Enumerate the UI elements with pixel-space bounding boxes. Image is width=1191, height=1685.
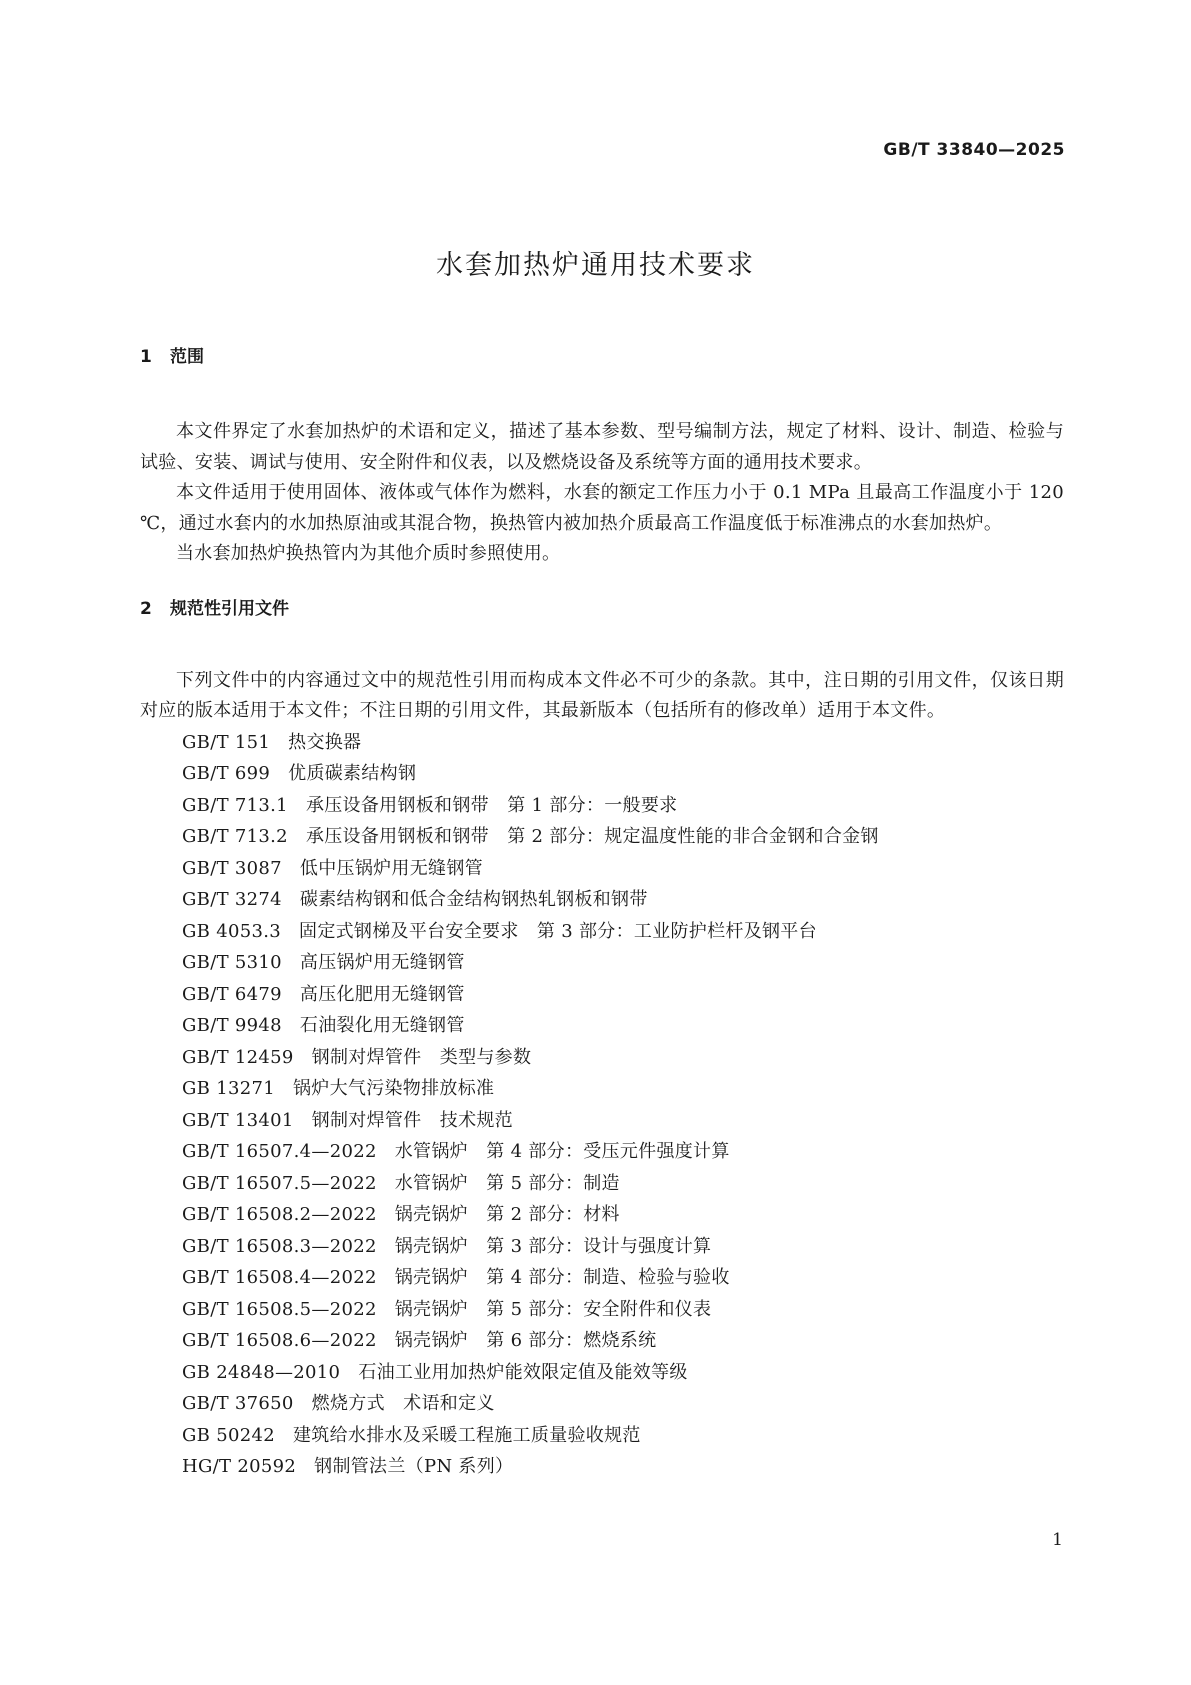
reference-title: 热交换器 [288,731,362,753]
reference-title: 承压设备用钢板和钢带 第 2 部分：规定温度性能的非合金钢和合金钢 [305,826,879,847]
reference-title: 高压化肥用无缝钢管 [299,983,465,1005]
reference-item [140,1262,1064,1294]
reference-code: HG/T 20592 [182,1456,297,1477]
reference-title: 低中压锅炉用无缝钢管 [299,857,483,879]
document-title: 水套加热炉通用技术要求 [436,250,755,281]
reference-item [140,1042,1064,1074]
reference-item [140,947,1064,979]
reference-item [140,1010,1064,1042]
reference-item [140,1231,1064,1263]
reference-code: GB/T 16508.3—2022 [182,1235,377,1257]
reference-item [140,1451,1064,1483]
reference-title: 钢制管法兰（PN 系列） [314,1456,514,1477]
references-intro-paragraph: 下列文件中的内容通过文中的规范性引用而构成本文件必不可少的条款。其中，注日期的引用文件，仅该日期对应的版本适用于本文件；不注日期的引用文件，其最新版本（包括所有的修改单）适用于本文件。 [140,669,1064,721]
section-title: 范围 [170,347,204,367]
section-heading-normative-references [140,597,1064,621]
reference-code: GB/T 12459 [182,1046,294,1068]
reference-title: 锅壳锅炉 第 6 部分：燃烧系统 [394,1330,657,1351]
scope-paragraph: 本文件界定了水套加热炉的术语和定义，描述了基本参数、型号编制方法，规定了材料、设计、制造、检验与试验、安装、调试与使用、安全附件和仪表，以及燃烧设备及系统等方面的通用技术要求。 [140,421,1064,473]
reference-code: GB/T 16508.2—2022 [182,1204,377,1225]
scope-paragraph: 当水套加热炉换热管内为其他介质时参照使用。 [176,543,561,564]
reference-code: GB/T 713.2 [182,826,288,847]
reference-title: 锅炉大气污染物排放标准 [293,1078,495,1099]
reference-code: GB 24848—2010 [182,1361,341,1383]
reference-title: 优质碳素结构钢 [288,763,417,784]
reference-item [140,727,1064,759]
reference-title: 锅壳锅炉 第 4 部分：制造、检验与验收 [394,1267,730,1288]
reference-item [140,1073,1064,1105]
reference-title: 高压锅炉用无缝钢管 [299,952,465,973]
reference-item [140,916,1064,948]
reference-item [140,884,1064,916]
standard-code: GB/T 33840—2025 [883,140,1065,160]
reference-title: 建筑给水排水及采暖工程施工质量验收规范 [293,1424,641,1446]
reference-item [140,1420,1064,1452]
reference-item [140,1294,1064,1326]
reference-title: 碳素结构钢和低合金结构钢热轧钢板和钢带 [299,889,648,910]
section-title: 规范性引用文件 [170,598,289,619]
reference-code: GB/T 5310 [182,952,282,973]
reference-item [140,821,1064,853]
reference-title: 承压设备用钢板和钢带 第 1 部分：一般要求 [305,794,678,816]
reference-code: GB/T 16508.6—2022 [182,1330,377,1351]
reference-item [140,1199,1064,1231]
reference-code: GB 50242 [182,1424,275,1446]
reference-title: 钢制对焊管件 类型与参数 [311,1046,532,1068]
reference-code: GB/T 151 [182,731,271,753]
reference-item [140,979,1064,1011]
section-heading-scope [140,345,1064,369]
reference-title: 锅壳锅炉 第 2 部分：材料 [394,1204,620,1225]
reference-title: 钢制对焊管件 技术规范 [311,1109,513,1131]
reference-code: GB/T 16507.4—2022 [182,1141,377,1162]
reference-item [140,1357,1064,1389]
reference-code: GB/T 9948 [182,1015,282,1036]
reference-title: 固定式钢梯及平台安全要求 第 3 部分：工业防护栏杆及钢平台 [299,920,817,942]
reference-item [140,1136,1064,1168]
reference-item [140,853,1064,885]
reference-item [140,758,1064,790]
section-number: 2 [140,598,152,619]
page-number: 1 [1052,1530,1063,1550]
reference-code: GB/T 3274 [182,889,282,910]
reference-code: GB/T 713.1 [182,794,288,816]
reference-item [140,1168,1064,1200]
reference-code: GB/T 16508.5—2022 [182,1298,377,1320]
reference-title: 水管锅炉 第 4 部分：受压元件强度计算 [394,1141,730,1162]
reference-list [140,727,1064,1483]
reference-code: GB/T 37650 [182,1393,294,1414]
reference-code: GB/T 16508.4—2022 [182,1267,377,1288]
reference-title: 水管锅炉 第 5 部分：制造 [394,1172,620,1194]
reference-item [140,1388,1064,1420]
reference-code: GB/T 6479 [182,983,282,1005]
document-body [140,345,1064,1483]
reference-title: 锅壳锅炉 第 5 部分：安全附件和仪表 [394,1298,712,1320]
reference-item [140,1325,1064,1357]
reference-code: GB 13271 [182,1078,275,1099]
reference-title: 锅壳锅炉 第 3 部分：设计与强度计算 [394,1235,712,1257]
reference-code: GB/T 16507.5—2022 [182,1172,377,1194]
reference-code: GB 4053.3 [182,920,282,942]
reference-item [140,1105,1064,1137]
reference-item [140,790,1064,822]
reference-title: 石油工业用加热炉能效限定值及能效等级 [358,1361,688,1383]
section-number: 1 [140,347,152,367]
scope-paragraph: 本文件适用于使用固体、液体或气体作为燃料，水套的额定工作压力小于 0.1 MPa 且最高工作温度小于 120 ℃，通过水套内的水加热原油或其混合物，换热管内被加热介质最高工作温度低于标准沸点的水套加热炉。 [140,482,1064,534]
reference-code: GB/T 3087 [182,857,282,879]
reference-code: GB/T 13401 [182,1109,294,1131]
reference-title: 燃烧方式 术语和定义 [311,1393,495,1414]
reference-title: 石油裂化用无缝钢管 [299,1015,465,1036]
reference-code: GB/T 699 [182,763,271,784]
